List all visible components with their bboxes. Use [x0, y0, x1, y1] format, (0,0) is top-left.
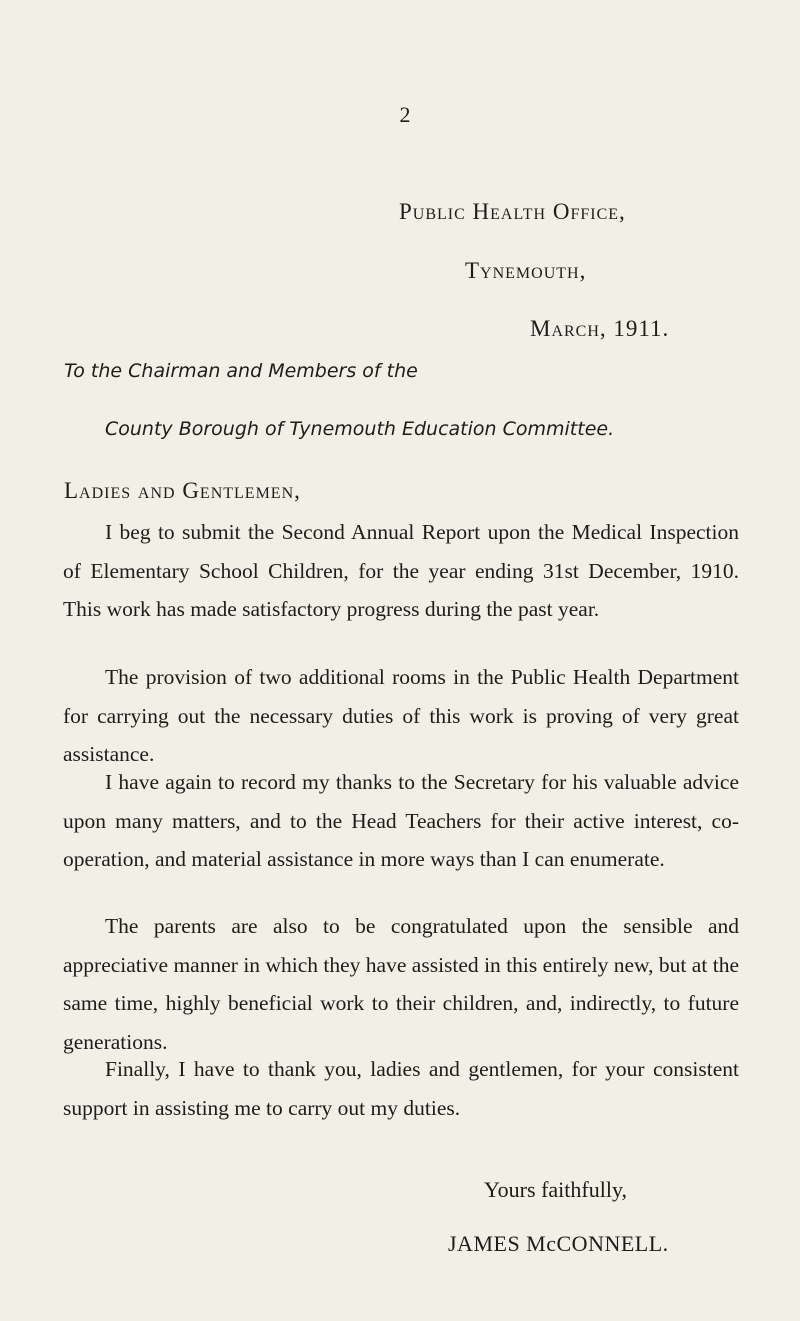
- paragraph-additional-rooms: The provision of two additional rooms in the Public Health Department for carrying out the necessary duties of this work is proving of very great assistance.: [63, 665, 739, 766]
- signature-name: JAMES McCONNELL.: [448, 1231, 669, 1256]
- page-number: 2: [399, 102, 411, 127]
- sender-town: Tynemouth,: [465, 258, 587, 283]
- paragraph-report-submission: I beg to submit the Second Annual Report upon the Medical Inspection of Elementary School Children, for the year ending 31st December, 1910. This work has made satisfactory progress during the past year.: [63, 520, 739, 621]
- sender-office: Public Health Office,: [399, 199, 626, 224]
- salutation: Ladies and Gentlemen,: [64, 478, 301, 503]
- paragraph-final-thanks: Finally, I have to thank you, ladies and gentlemen, for your consistent support in assisting me to carry out my duties.: [63, 1057, 739, 1120]
- letter-date: March, 1911.: [530, 316, 670, 341]
- closing-line: Yours faithfully,: [484, 1177, 628, 1202]
- addressee-line-1: To the Chairman and Members of the: [64, 360, 418, 382]
- addressee-line-2: County Borough of Tynemouth Education Committee.: [105, 418, 615, 440]
- paragraph-parents: The parents are also to be congratulated upon the sensible and appreciative manner in which they have assisted in this entirely new, but at the same time, highly beneficial work to their children, and, indirectly, to future generations.: [63, 914, 739, 1054]
- paragraph-thanks-secretary: I have again to record my thanks to the Secretary for his valuable advice upon many matters, and to the Head Teachers for their active interest, co-operation, and material assistance in more ways than I can enumerate.: [63, 770, 739, 871]
